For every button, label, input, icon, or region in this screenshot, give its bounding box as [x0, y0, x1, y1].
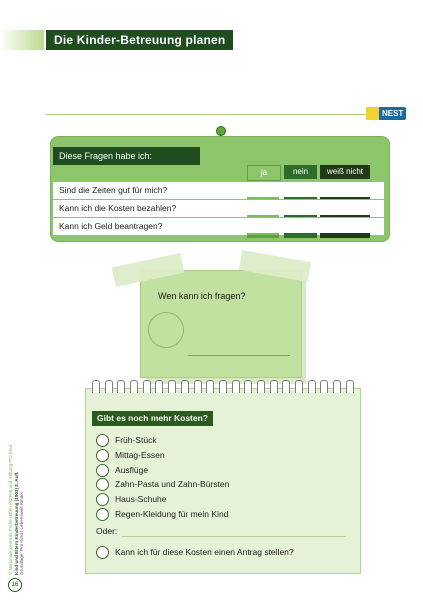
checkbox-circle-icon[interactable]: [96, 464, 109, 477]
nest-logo-text: NEST: [382, 109, 404, 118]
side-credits: [8, 375, 25, 575]
cost-option[interactable]: [96, 492, 167, 506]
checkbox-circle-icon[interactable]: [96, 434, 109, 447]
question-row: [53, 218, 384, 235]
column-nein: nein: [284, 165, 317, 179]
column-weiss-nicht: weiß nicht: [320, 165, 370, 179]
credits-line-2: Kind und Eltern Kinderbetreuung (1903) 2. Aufl.: [13, 471, 19, 575]
question-text: Kann ich die Kosten bezahlen?: [59, 203, 177, 213]
final-option[interactable]: [96, 545, 294, 559]
cost-option[interactable]: [96, 507, 228, 521]
page-number: 16: [8, 578, 22, 592]
final-option-label: Kann ich für diese Kosten einen Antrag stellen?: [115, 547, 294, 557]
cost-option-label: Mittag-Essen: [115, 450, 165, 460]
checkbox-circle-icon[interactable]: [96, 546, 109, 559]
title-accent-strip: [0, 30, 44, 50]
column-footer-ja: [247, 235, 279, 238]
notepad-header: Gibt es noch mehr Kosten?: [92, 411, 213, 426]
answer-weiss-nicht-cell[interactable]: [320, 215, 370, 217]
cost-option-label: Haus-Schuhe: [115, 494, 167, 504]
question-text: Kann ich Geld beantragen?: [59, 221, 163, 231]
answer-ja-cell[interactable]: [247, 215, 279, 217]
pushpin-icon: [216, 126, 226, 136]
answer-nein-cell[interactable]: [284, 215, 317, 217]
oder-write-line[interactable]: [122, 536, 346, 537]
cost-option-label: Zahn-Pasta und Zahn-Bürsten: [115, 479, 230, 489]
oder-label: Oder:: [96, 526, 118, 536]
header-divider: [46, 114, 366, 115]
answer-write-line[interactable]: [188, 355, 290, 356]
cost-option-label: Regen-Kleidung für mein Kind: [115, 509, 229, 519]
sticky-note-question: Wen kann ich fragen?: [158, 291, 246, 301]
questions-board-header: Diese Fragen habe ich:: [53, 147, 200, 165]
column-ja: ja: [247, 165, 281, 181]
cost-option[interactable]: [96, 477, 229, 491]
question-text: Sind die Zeiten gut für mich?: [59, 185, 168, 195]
checkbox-circle-icon[interactable]: [96, 508, 109, 521]
notepad-spiral-binding: [92, 380, 354, 396]
column-footer-nein: [284, 235, 317, 238]
cost-option[interactable]: [96, 448, 165, 462]
coffee-stain-circle: [148, 312, 184, 348]
answer-ja-cell[interactable]: [247, 197, 279, 199]
question-row: [53, 182, 384, 199]
bird-icon: [366, 107, 379, 120]
cost-option[interactable]: [96, 433, 157, 447]
checkbox-circle-icon[interactable]: [96, 493, 109, 506]
credits-line-1: © Nationale Zentrum Frühe Hilfen (NZFH) und Stiftung Pro Kind: [8, 444, 13, 575]
checkbox-circle-icon[interactable]: [96, 478, 109, 491]
cost-option-label: Ausflüge: [115, 465, 149, 475]
question-row: [53, 200, 384, 217]
cost-option-label: Früh-Stück: [115, 435, 157, 445]
credits-line-3: Grundlage: Pro Kind / Lebenswelt Kinder: [19, 491, 24, 575]
cost-option[interactable]: [96, 463, 148, 477]
page-title: Die Kinder-Betreuung planen: [46, 30, 233, 50]
checkbox-circle-icon[interactable]: [96, 449, 109, 462]
answer-weiss-nicht-cell[interactable]: [320, 197, 370, 199]
nest-logo: [366, 107, 406, 120]
column-footer-weiss-nicht: [320, 235, 370, 238]
answer-nein-cell[interactable]: [284, 197, 317, 199]
